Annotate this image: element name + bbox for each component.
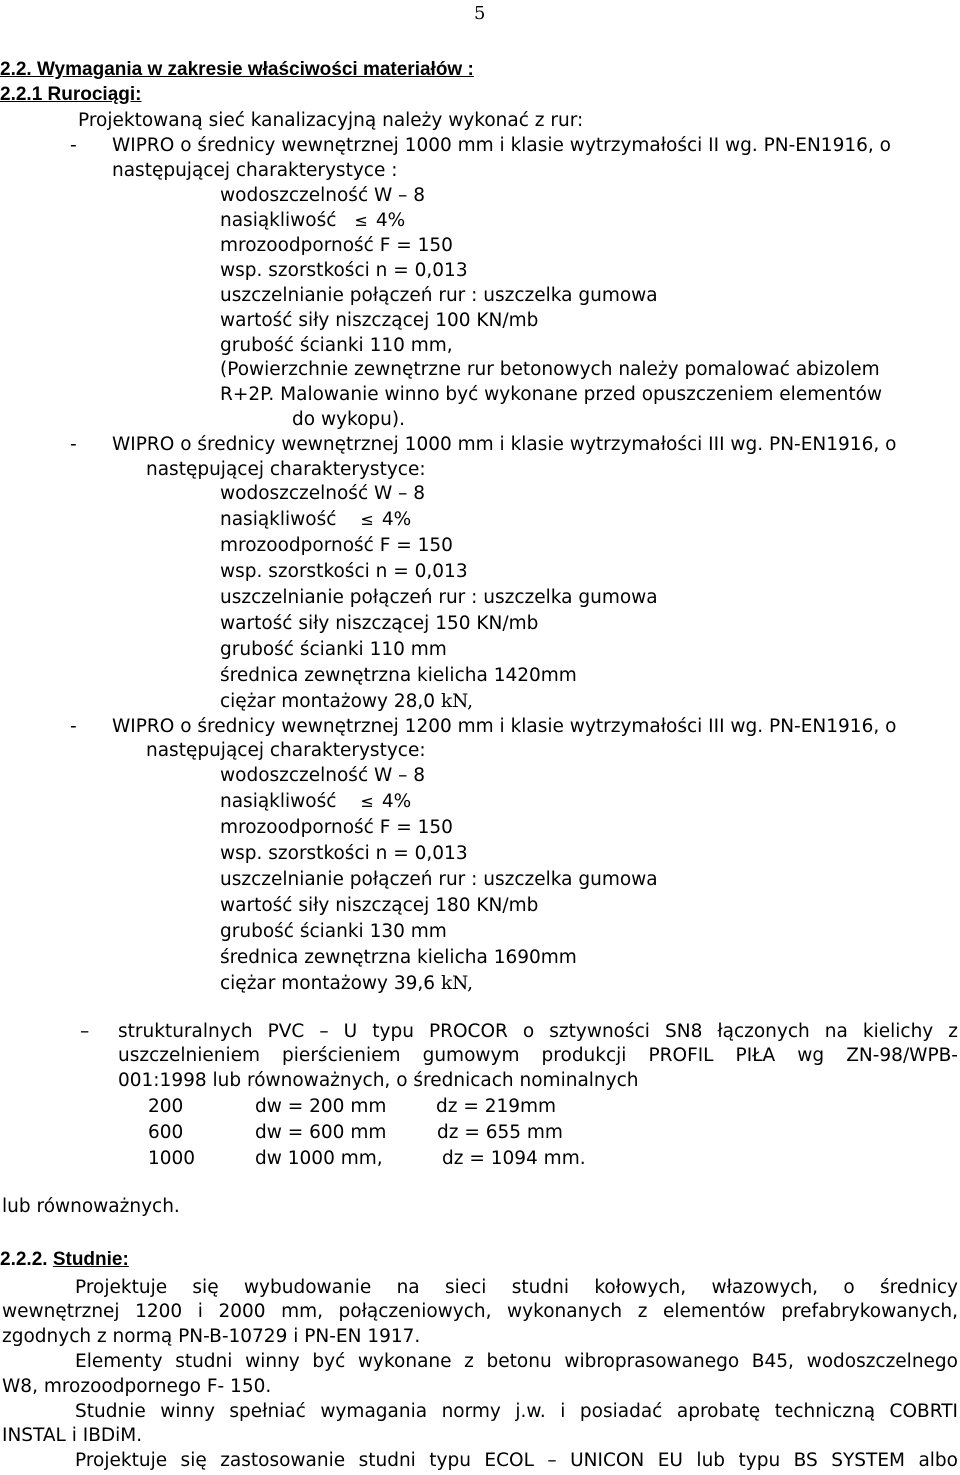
pvc-row-3-dn: 1000	[148, 1148, 196, 1169]
pvc-row-2-dw: dw = 600 mm	[255, 1122, 387, 1143]
wells-p3-line-2: INSTAL i IBDiM.	[2, 1425, 143, 1446]
section-heading-2-2: 2.2. Wymagania w zakresie właściwości materiałów :	[0, 59, 474, 80]
pvc-dash: –	[80, 1021, 90, 1042]
pvc-row-2-dz: dz = 655 mm	[437, 1122, 563, 1143]
weight-text: ciężar montażowy 28,0	[220, 691, 441, 712]
wells-p1-line-1: Projektuje się wybudowanie na sieci studni kołowych, włazowych, o średnicy	[75, 1277, 958, 1298]
pipe-2-heading-cont: następującej charakterystyce:	[146, 459, 426, 480]
pipe-1-frost-resistance: mrozoodporność F = 150	[220, 235, 453, 256]
pvc-row-2-dn: 600	[148, 1122, 184, 1143]
wells-p2-line-2: W8, mrozoodpornego F- 150.	[2, 1376, 272, 1397]
pipe-3-frost-resistance: mrozoodporność F = 150	[220, 817, 453, 838]
absorption-label: nasiąkliwość	[220, 210, 337, 231]
pipe-1-note-line-3: do wykopu).	[292, 409, 405, 430]
pipe-1-note-line-2: R+2P. Malowanie winno być wykonane przed opuszczeniem elementów	[220, 384, 883, 405]
pipe-3-watertightness: wodoszczelność W – 8	[220, 765, 426, 786]
pipe-1-watertightness: wodoszczelność W – 8	[220, 185, 426, 206]
pipe-3-roughness: wsp. szorstkości n = 0,013	[220, 843, 468, 864]
wells-p4-line-1: Projektuje się zastosowanie studni typu ECOL – UNICON EU lub typu BS SYSTEM albo	[75, 1450, 958, 1471]
absorption-label: nasiąkliwość	[220, 509, 337, 530]
pipe-2-watertightness: wodoszczelność W – 8	[220, 483, 426, 504]
pipe-3-sealing: uszczelnianie połączeń rur : uszczelka gumowa	[220, 869, 658, 890]
less-equal-icon: ≤	[360, 510, 374, 529]
pipe-2-frost-resistance: mrozoodporność F = 150	[220, 535, 453, 556]
pipe-3-heading-cont: następującej charakterystyce:	[146, 740, 426, 761]
pipe-1-absorption	[220, 209, 405, 233]
less-equal-icon: ≤	[360, 792, 374, 811]
pipe-2-roughness: wsp. szorstkości n = 0,013	[220, 561, 468, 582]
pipe-2-absorption	[220, 508, 411, 532]
page-number: 5	[474, 3, 486, 24]
pvc-line-3: 001:1998 lub równoważnych, o średnicach nominalnych	[118, 1070, 639, 1091]
pipe-2-weight	[220, 690, 473, 714]
heading-number: 2.2.2.	[0, 1249, 53, 1270]
pipe-2-crushing-force: wartość siły niszczącej 150 KN/mb	[220, 613, 539, 634]
pipe-3-dash: -	[70, 716, 77, 737]
less-equal-icon: ≤	[354, 211, 368, 230]
weight-unit: kN,	[440, 691, 474, 712]
section-heading-2-2-2	[0, 1248, 129, 1272]
wells-p3-line-1: Studnie winny spełniać wymagania normy j.w. i posiadać aprobatę techniczną COBRTI	[75, 1401, 958, 1422]
pipe-2-heading: WIPRO o średnicy wewnętrznej 1000 mm i klasie wytrzymałości III wg. PN-EN1916, o	[112, 434, 897, 455]
pipe-2-socket-diameter: średnica zewnętrzna kielicha 1420mm	[220, 665, 577, 686]
pipe-1-heading-cont: następującej charakterystyce :	[112, 160, 398, 181]
pipe-3-weight	[220, 972, 473, 996]
pipe-2-sealing: uszczelnianie połączeń rur : uszczelka gumowa	[220, 587, 658, 608]
pipe-1-dash: -	[70, 135, 77, 156]
pipe-3-wall-thickness: grubość ścianki 130 mm	[220, 921, 447, 942]
pvc-row-1-dn: 200	[148, 1096, 184, 1117]
pvc-line-1: strukturalnych PVC – U typu PROCOR o sztywności SN8 łączonych na kielichy z	[118, 1021, 958, 1042]
pipe-2-wall-thickness: grubość ścianki 110 mm	[220, 639, 447, 660]
heading-title: Studnie:	[52, 1249, 129, 1270]
pipe-1-note-line-1: (Powierzchnie zewnętrzne rur betonowych należy pomalować abizolem	[220, 359, 880, 380]
wells-p1-line-2: wewnętrznej 1200 i 2000 mm, połączeniowych, wykonanych z elementów prefabrykowanych,	[2, 1301, 958, 1322]
wells-p1-line-3: zgodnych z normą PN-B-10729 i PN-EN 1917.	[2, 1326, 421, 1347]
weight-text: ciężar montażowy 39,6	[220, 973, 441, 994]
equivalents-note: lub równoważnych.	[2, 1196, 180, 1217]
section-heading-2-2-1: 2.2.1 Rurociągi:	[0, 84, 142, 105]
wells-p2-line-1: Elementy studni winny być wykonane z betonu wibroprasowanego B45, wodoszczelnego	[75, 1351, 958, 1372]
intro-text: Projektowaną sieć kanalizacyjną należy wykonać z rur:	[78, 110, 584, 131]
pipe-3-heading: WIPRO o średnicy wewnętrznej 1200 mm i klasie wytrzymałości III wg. PN-EN1916, o	[112, 716, 897, 737]
absorption-value: 4%	[375, 210, 406, 231]
absorption-label: nasiąkliwość	[220, 791, 337, 812]
pvc-row-3-dz: dz = 1094 mm.	[442, 1148, 586, 1169]
pipe-1-crushing-force: wartość siły niszczącej 100 KN/mb	[220, 310, 539, 331]
pvc-row-1-dw: dw = 200 mm	[255, 1096, 387, 1117]
pipe-1-heading: WIPRO o średnicy wewnętrznej 1000 mm i klasie wytrzymałości II wg. PN-EN1916, o	[112, 135, 891, 156]
pipe-1-wall-thickness: grubość ścianki 110 mm,	[220, 335, 453, 356]
absorption-value: 4%	[381, 791, 412, 812]
pipe-3-socket-diameter: średnica zewnętrzna kielicha 1690mm	[220, 947, 577, 968]
pipe-1-sealing: uszczelnianie połączeń rur : uszczelka gumowa	[220, 285, 658, 306]
absorption-value: 4%	[381, 509, 412, 530]
pvc-row-3-dw: dw 1000 mm,	[255, 1148, 383, 1169]
section-heading-2-2-2-text	[0, 1249, 129, 1270]
weight-unit: kN,	[440, 973, 474, 994]
pipe-1-roughness: wsp. szorstkości n = 0,013	[220, 260, 468, 281]
pipe-3-absorption	[220, 790, 411, 814]
pipe-2-dash: -	[70, 434, 77, 455]
pipe-3-crushing-force: wartość siły niszczącej 180 KN/mb	[220, 895, 539, 916]
pvc-row-1-dz: dz = 219mm	[436, 1096, 557, 1117]
pvc-line-2: uszczelnieniem pierścieniem gumowym produkcji PROFIL PIŁA wg ZN-98/WPB-	[118, 1045, 958, 1066]
